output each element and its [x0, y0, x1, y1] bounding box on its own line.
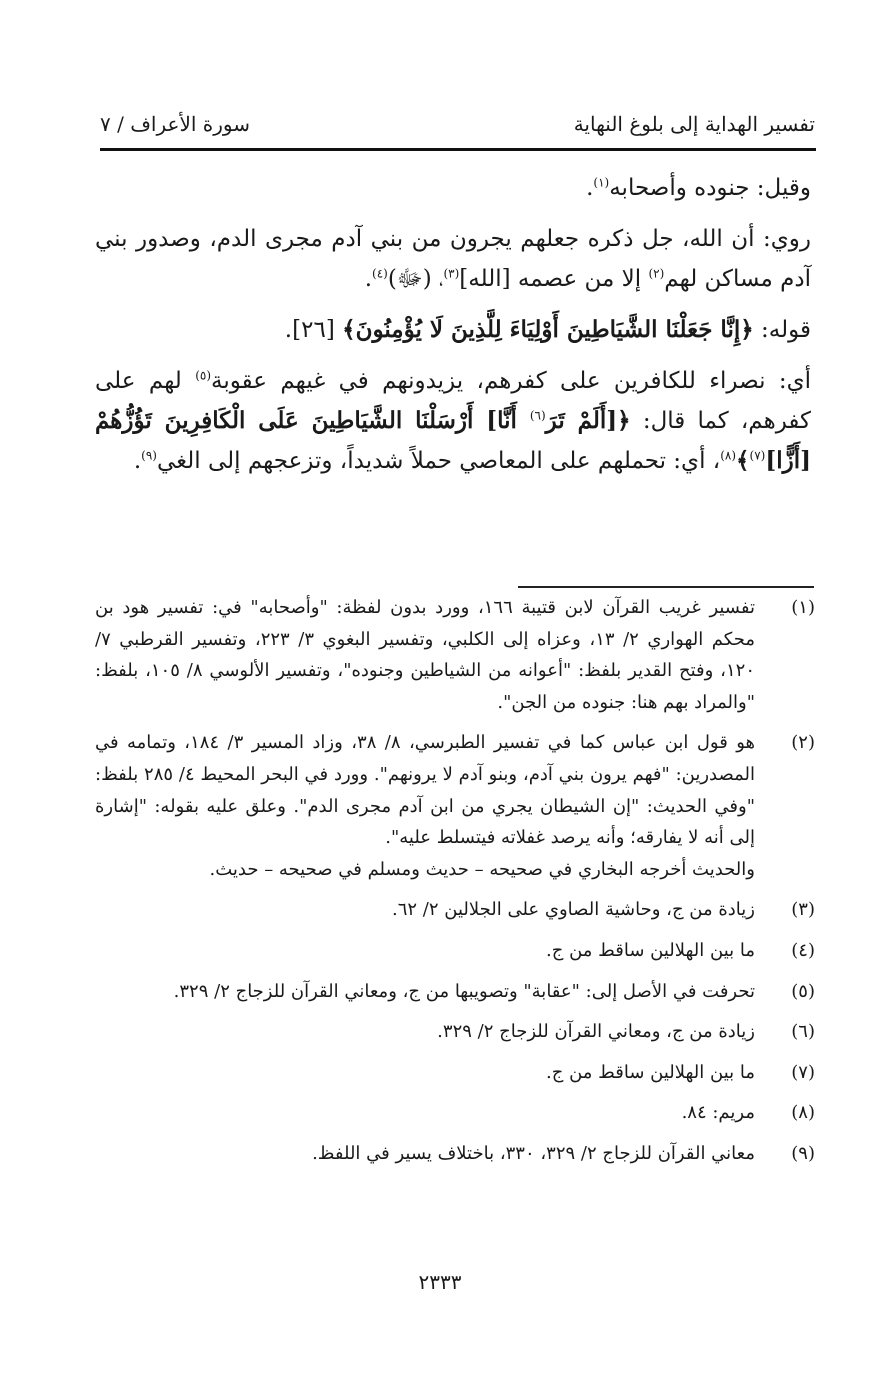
footnotes — [95, 592, 815, 1170]
footnote-text: هو قول ابن عباس كما في تفسير الطبرسي، ٨/ ٣٨، وزاد المسير ٣/ ١٨٤، وتمامه في المصدرين: "فهم يرون بني آدم، وبنو آدم لا يرونهم". وورد في البحر المحيط ٤/ ٢٨٥ بلفظ: "وفي الحديث: "إن الشيطان يجري من ابن آدم مجرى الدم". وعلق عليه بقوله: "إشارة إلى أنه لا يفارقه؛ وأنه يرصد غفلاته فيتسلط عليه". — [95, 732, 756, 849]
p2-text-c: ، (ﷻ) — [387, 266, 444, 292]
header-rule — [100, 148, 816, 151]
running-header — [100, 104, 815, 144]
p4-text-b: لهم على كفرهم، كما قال: — [95, 368, 811, 434]
footnote-number: (٤) — [791, 939, 815, 961]
paragraph-4 — [95, 361, 811, 481]
footnote-separator — [518, 586, 814, 588]
quran-verse-part: ﴾ — [736, 447, 750, 474]
quran-verse-part: ﴿[أَلَمْ تَرَ — [545, 407, 631, 434]
p4-text-c: ، أي: تحملهم على المعاصي حملاً شديداً، وتزعجهم إلى الغي — [156, 448, 721, 474]
footnote-3 — [95, 894, 815, 926]
footnote-ref: (٣) — [443, 266, 460, 281]
page-number: ٢٣٣٣ — [418, 1270, 462, 1294]
footnote-number: (٣) — [791, 899, 815, 921]
main-text — [95, 168, 811, 481]
p4-text-a: أي: نصراء للكافرين على كفرهم، يزيدونهم في غيهم عقوبة — [211, 368, 811, 394]
p1-text: وقيل: جنوده وأصحابه — [609, 175, 811, 201]
paragraph-2 — [95, 219, 811, 299]
footnote-number: (٢) — [791, 732, 815, 754]
footnote-ref: (٧) — [749, 448, 766, 463]
footnote-ref: (٩) — [141, 448, 157, 463]
quran-verse-part: أَنَّا] أَرْسَلْنَا الشَّيَاطِينَ عَلَى الْكَافِرِينَ تَؤُزُّهُمْ [أَزًّا] — [95, 407, 811, 474]
footnote-6 — [95, 1016, 815, 1048]
footnote-number: (١) — [791, 597, 815, 618]
p1-end: . — [586, 175, 594, 201]
quran-verse: ﴿إِنَّا جَعَلْنَا الشَّيَاطِينَ أَوْلِيَاءَ لِلَّذِينَ لَا يُؤْمِنُونَ﴾ — [342, 316, 754, 343]
paragraph-1 — [95, 168, 811, 208]
footnote-number: (٦) — [791, 1021, 815, 1043]
footnote-number: (٧) — [791, 1061, 815, 1083]
footnote-text: زيادة من ج، وحاشية الصاوي على الجلالين ٢/ ٦٢. — [392, 899, 755, 921]
p4-end: . — [133, 448, 142, 474]
footnote-ref: (٢) — [648, 266, 665, 281]
footnote-8 — [95, 1097, 815, 1129]
footnote-ref: (٥) — [195, 368, 212, 383]
footnote-text: مريم: ٨٤. — [681, 1102, 755, 1124]
book-title: تفسير الهداية إلى بلوغ النهاية — [573, 112, 815, 136]
footnote-5 — [95, 976, 815, 1008]
surah-title: سورة الأعراف / ٧ — [100, 112, 251, 136]
footnote-number: (٨) — [791, 1102, 815, 1124]
verse-number: [٢٦]. — [284, 317, 343, 343]
footnote-text: تحرفت في الأصل إلى: "عقابة" وتصويبها من ج، ومعاني القرآن للزجاج ٢/ ٣٢٩. — [173, 980, 755, 1002]
paragraph-3 — [95, 310, 811, 350]
p2-text-b: إلا من عصمه [الله] — [459, 266, 649, 292]
footnote-number: (٥) — [791, 980, 815, 1002]
footnote-text: ما بين الهلالين ساقط من ج. — [546, 1061, 755, 1083]
footnote-ref: (١) — [593, 175, 610, 190]
footnote-9 — [95, 1138, 815, 1170]
footnote-4 — [95, 935, 815, 967]
footnote-number: (٩) — [791, 1142, 815, 1164]
footnote-7 — [95, 1057, 815, 1089]
footnote-1 — [95, 592, 815, 718]
p3-lead: قوله: — [753, 317, 811, 343]
footnote-text: معاني القرآن للزجاج ٢/ ٣٢٩، ٣٣٠، باختلاف يسير في اللفظ. — [312, 1142, 755, 1164]
footnote-ref: (٨) — [720, 448, 737, 463]
p2-end: . — [364, 266, 372, 292]
footnote-text-extra: والحديث أخرجه البخاري في صحيحه – حديث ومسلم في صحيحه – حديث. — [209, 858, 755, 880]
footnote-text: تفسير غريب القرآن لابن قتيبة ١٦٦، وورد بدون لفظة: "وأصحابه" في: تفسير هود بن محكم الهواري ٢/ ١٣، وعزاه إلى الكلبي، وتفسير البغوي ٣/ ٢٢٣، وتفسير القرطبي ٧/ ١٢٠، وفتح القدير بلفظ: "أعوانه من الشياطين وجنوده"، وتفسير الألوسي ٨/ ١٠٥، بلفظ: "والمراد بهم هنا: جنوده من الجن". — [95, 597, 755, 713]
footnote-text: ما بين الهلالين ساقط من ج. — [546, 939, 755, 961]
footnote-ref: (٤) — [372, 266, 388, 281]
footnote-ref: (٦) — [529, 408, 546, 423]
p2-text-a: روي: أن الله، جل ذكره جعلهم يجرون من بني آدم مجرى الدم، وصدور بني آدم مساكن لهم — [95, 226, 811, 292]
footnote-text: زيادة من ج، ومعاني القرآن للزجاج ٢/ ٣٢٩. — [437, 1021, 755, 1043]
footnote-2 — [95, 727, 815, 885]
